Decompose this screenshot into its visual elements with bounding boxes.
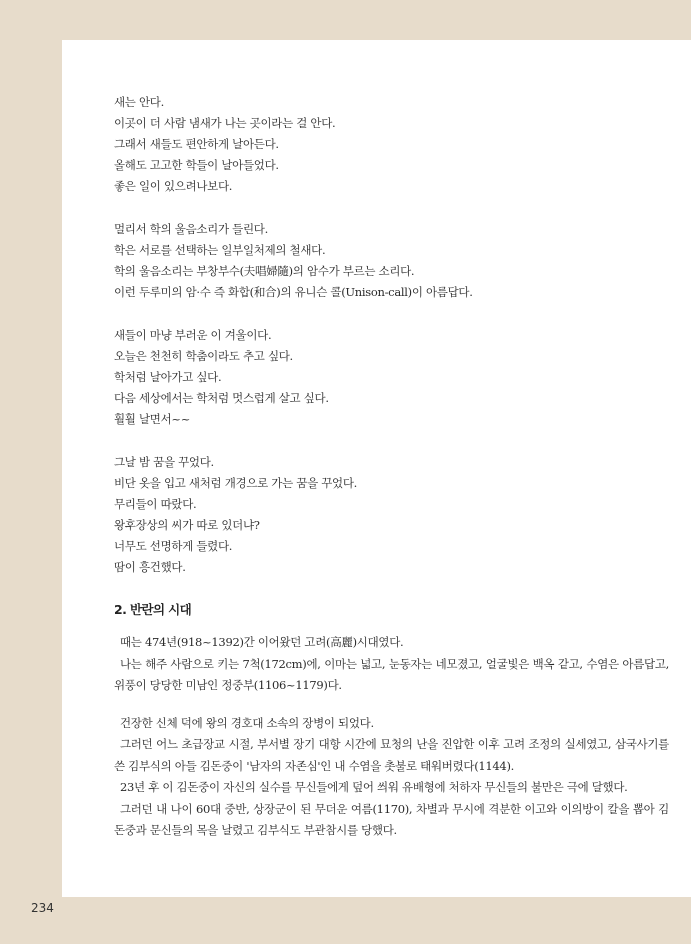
poem-line: 왕후장상의 씨가 따로 있더냐? bbox=[114, 518, 260, 532]
poem-line: 올해도 고고한 학들이 날아들었다. bbox=[114, 158, 279, 172]
poem-stanza-4 bbox=[114, 452, 669, 578]
page-content bbox=[114, 92, 669, 842]
body-paragraph: 나는 해주 사람으로 키는 7척(172cm)에, 이마는 넓고, 눈동자는 네모졌고, 얼굴빛은 백옥 같고, 수염은 아름답고, 위풍이 당당한 미남인 정중부(1106~1179)다. bbox=[114, 656, 669, 692]
poem-line: 땀이 흥건했다. bbox=[114, 560, 186, 574]
body-paragraph: 그러던 내 나이 60대 중반, 상장군이 된 무더운 여름(1170), 차별과 무시에 격분한 이고와 이의방이 칼을 뽑아 김돈중과 문신들의 목을 날렸고 김부식도 부관참시를 당했다. bbox=[114, 801, 669, 837]
poem-line: 학처럼 날아가고 싶다. bbox=[114, 370, 222, 384]
poem-line: 다음 세상에서는 학처럼 멋스럽게 살고 싶다. bbox=[114, 391, 329, 405]
poem-line: 비단 옷을 입고 새처럼 개경으로 가는 꿈을 꾸었다. bbox=[114, 476, 358, 490]
poem-line: 학은 서로를 선택하는 일부일처제의 철새다. bbox=[114, 243, 326, 257]
poem-line: 무리들이 따랐다. bbox=[114, 497, 197, 511]
body-paragraph: 23년 후 이 김돈중이 자신의 실수를 무신들에게 덮어 씌워 유배형에 처하자 무신들의 불만은 극에 달했다. bbox=[120, 780, 628, 794]
book-page bbox=[62, 40, 691, 897]
poem-line: 좋은 일이 있으려나보다. bbox=[114, 179, 233, 193]
body-paragraph: 그러던 어느 초급장교 시절, 부서별 장기 대항 시간에 묘청의 난을 진압한 이후 고려 조정의 실세였고, 삼국사기를 쓴 김부식의 아들 김돈중이 '남자의 자존심'인 내 수염을 촛불로 태워버렸다(1144). bbox=[114, 737, 669, 773]
poem-stanza-3 bbox=[114, 325, 669, 430]
poem-line: 너무도 선명하게 들렸다. bbox=[114, 539, 233, 553]
poem-line: 그날 밤 꿈을 꾸었다. bbox=[114, 455, 214, 469]
page-number: 234 bbox=[31, 901, 54, 915]
poem-line: 이런 두루미의 암·수 즉 화합(和合)의 유니슨 콜(Unison-call)이 아름답다. bbox=[114, 285, 473, 299]
poem-line: 멀리서 학의 울음소리가 들린다. bbox=[114, 222, 268, 236]
poem-line: 그래서 새들도 편안하게 날아든다. bbox=[114, 137, 279, 151]
poem-line: 이곳이 더 사람 냄새가 나는 곳이라는 걸 안다. bbox=[114, 116, 336, 130]
body-paragraph: 때는 474년(918~1392)간 이어왔던 고려(高麗)시대였다. bbox=[120, 635, 404, 649]
poem-line: 훨훨 날면서~~ bbox=[114, 412, 191, 426]
poem-stanza-2 bbox=[114, 219, 669, 303]
section-heading: 2. 반란의 시대 bbox=[114, 602, 192, 617]
poem-stanza-1 bbox=[114, 92, 669, 197]
poem-line: 새들이 마냥 부러운 이 겨울이다. bbox=[114, 328, 272, 342]
poem-line: 오늘은 천천히 학춤이라도 추고 싶다. bbox=[114, 349, 293, 363]
poem-line: 학의 울음소리는 부창부수(夫唱婦隨)의 암수가 부르는 소리다. bbox=[114, 264, 415, 278]
body-paragraph: 건장한 신체 덕에 왕의 경호대 소속의 장병이 되었다. bbox=[120, 715, 374, 730]
poem-line: 새는 안다. bbox=[114, 95, 164, 109]
